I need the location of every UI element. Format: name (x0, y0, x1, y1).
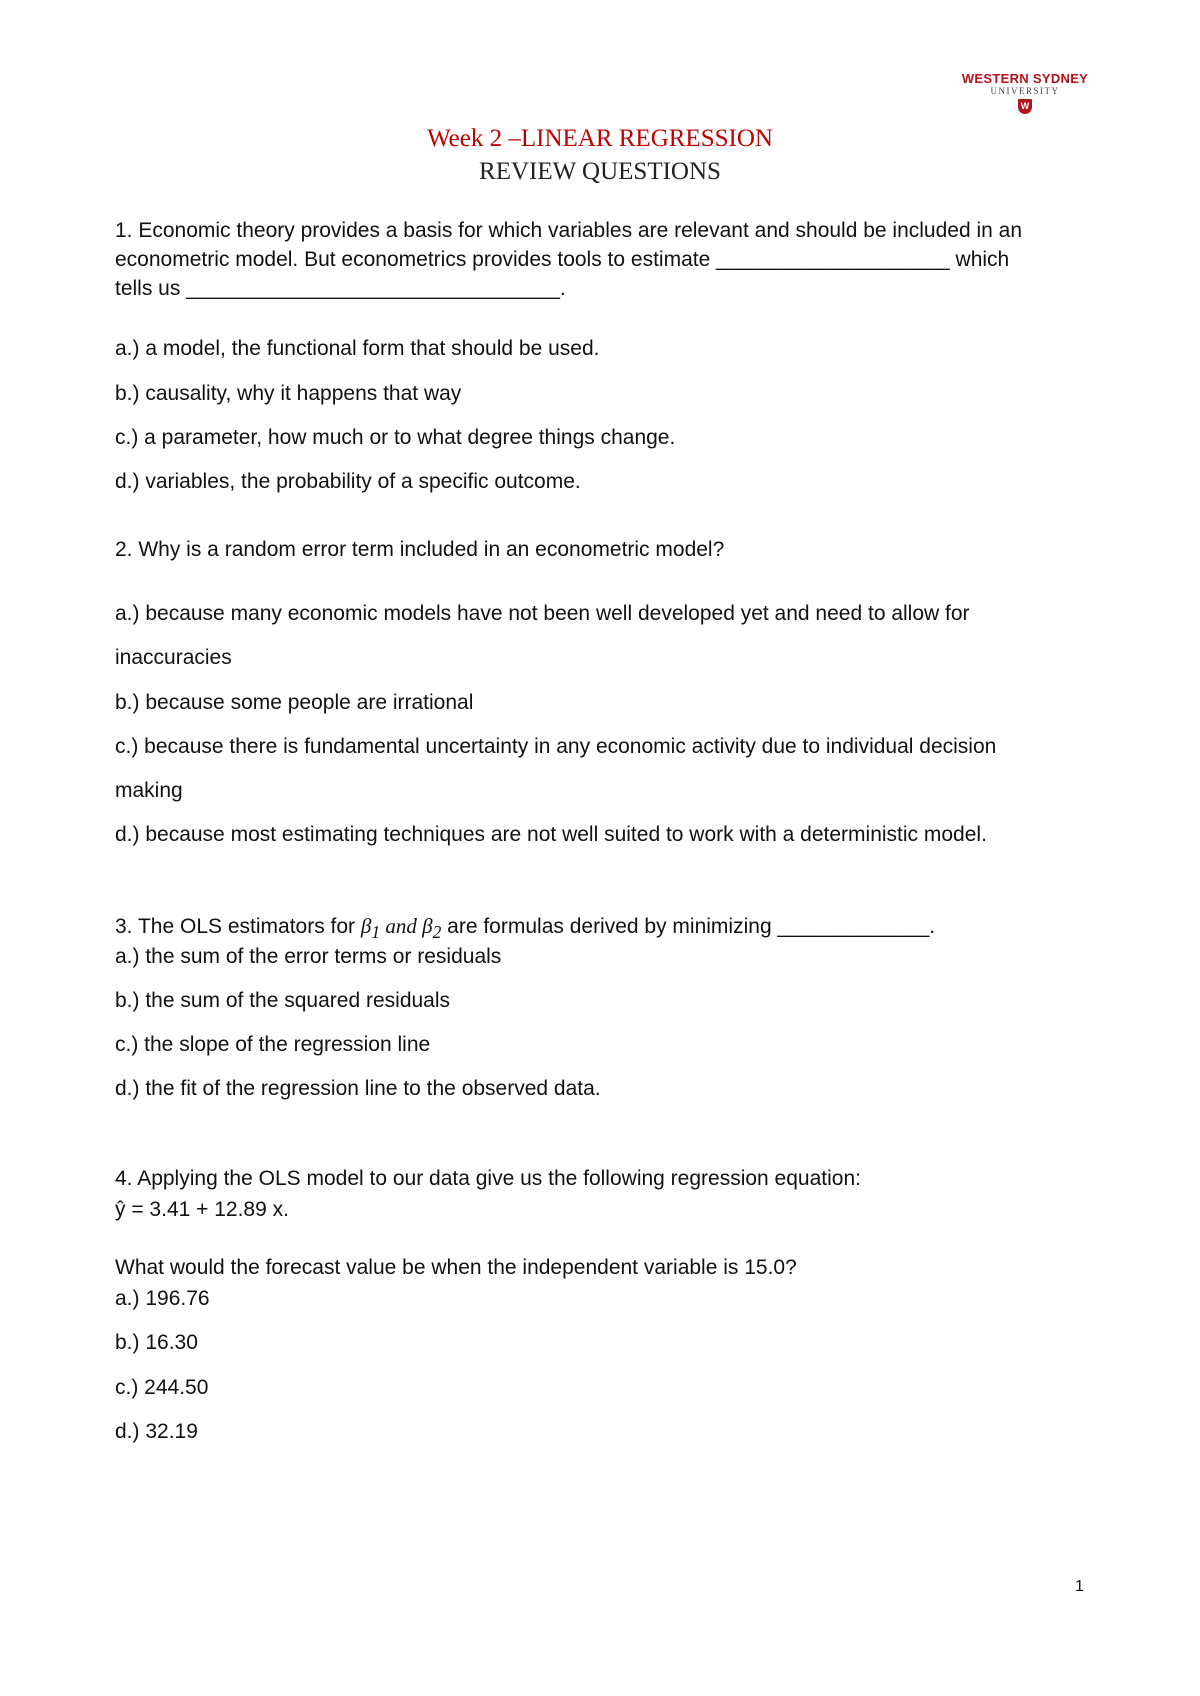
q1-option-b: b.) causality, why it happens that way (115, 382, 462, 405)
q1-option-d: d.) variables, the probability of a specific outcome. (115, 470, 581, 493)
logo-subtitle: UNIVERSITY (990, 86, 1060, 96)
q3-question (115, 912, 935, 946)
q1-text-line2: econometric model. But econometrics provides tools to estimate ____________________ which (115, 248, 1010, 271)
q4-equation: ŷ = 3.41 + 12.89 x. (115, 1198, 289, 1221)
q4-option-d: d.) 32.19 (115, 1420, 198, 1443)
q4-option-a: a.) 196.76 (115, 1287, 210, 1310)
q1-text-line1: 1. Economic theory provides a basis for which variables are relevant and should be included in an (115, 219, 1023, 242)
q2-question: 2. Why is a random error term included in an econometric model? (115, 538, 725, 561)
q4-question: 4. Applying the OLS model to our data give us the following regression equation: (115, 1167, 861, 1190)
logo-wordmark: WESTERN SYDNEY (961, 71, 1089, 86)
q3-question-suffix: are formulas derived by minimizing _____________. (441, 915, 936, 938)
beta-1: β (360, 914, 372, 938)
q1-option-a: a.) a model, the functional form that should be used. (115, 337, 600, 360)
q3-question-prefix: 3. The OLS estimators for (115, 915, 361, 938)
q2-option-d: d.) because most estimating techniques are not well suited to work with a deterministic model. (115, 823, 987, 846)
q3-option-a: a.) the sum of the error terms or residuals (115, 945, 502, 968)
q2-option-b: b.) because some people are irrational (115, 691, 474, 714)
q2-option-c-line1: c.) because there is fundamental uncertainty in any economic activity due to individual decision (115, 735, 997, 758)
q4-prompt: What would the forecast value be when the independent variable is 15.0? (115, 1256, 797, 1279)
beta-1-symbol (360, 914, 442, 943)
university-logo (955, 72, 1095, 114)
page-title: Week 2 –LINEAR REGRESSION (427, 125, 773, 152)
page-number: 1 (1075, 1578, 1084, 1595)
and-word: and (380, 914, 423, 938)
shield-icon: W (1018, 99, 1032, 114)
q4-option-c: c.) 244.50 (115, 1376, 209, 1399)
q1-text-line3: tells us ________________________________. (115, 277, 566, 300)
q3-option-c: c.) the slope of the regression line (115, 1033, 431, 1056)
q1-option-c: c.) a parameter, how much or to what degree things change. (115, 426, 676, 449)
q3-option-b: b.) the sum of the squared residuals (115, 989, 451, 1012)
q2-option-c-line2: making (115, 779, 183, 802)
beta-2: β (422, 914, 433, 938)
beta-1-subscript: 1 (371, 922, 381, 943)
q3-option-d: d.) the fit of the regression line to the observed data. (115, 1077, 601, 1100)
q2-option-a-line1: a.) because many economic models have not been well developed yet and need to allow for (115, 602, 970, 625)
beta-2-subscript: 2 (432, 922, 442, 943)
q2-option-a-line2: inaccuracies (115, 646, 232, 669)
q4-option-b: b.) 16.30 (115, 1331, 198, 1354)
page-subtitle: REVIEW QUESTIONS (479, 158, 721, 185)
